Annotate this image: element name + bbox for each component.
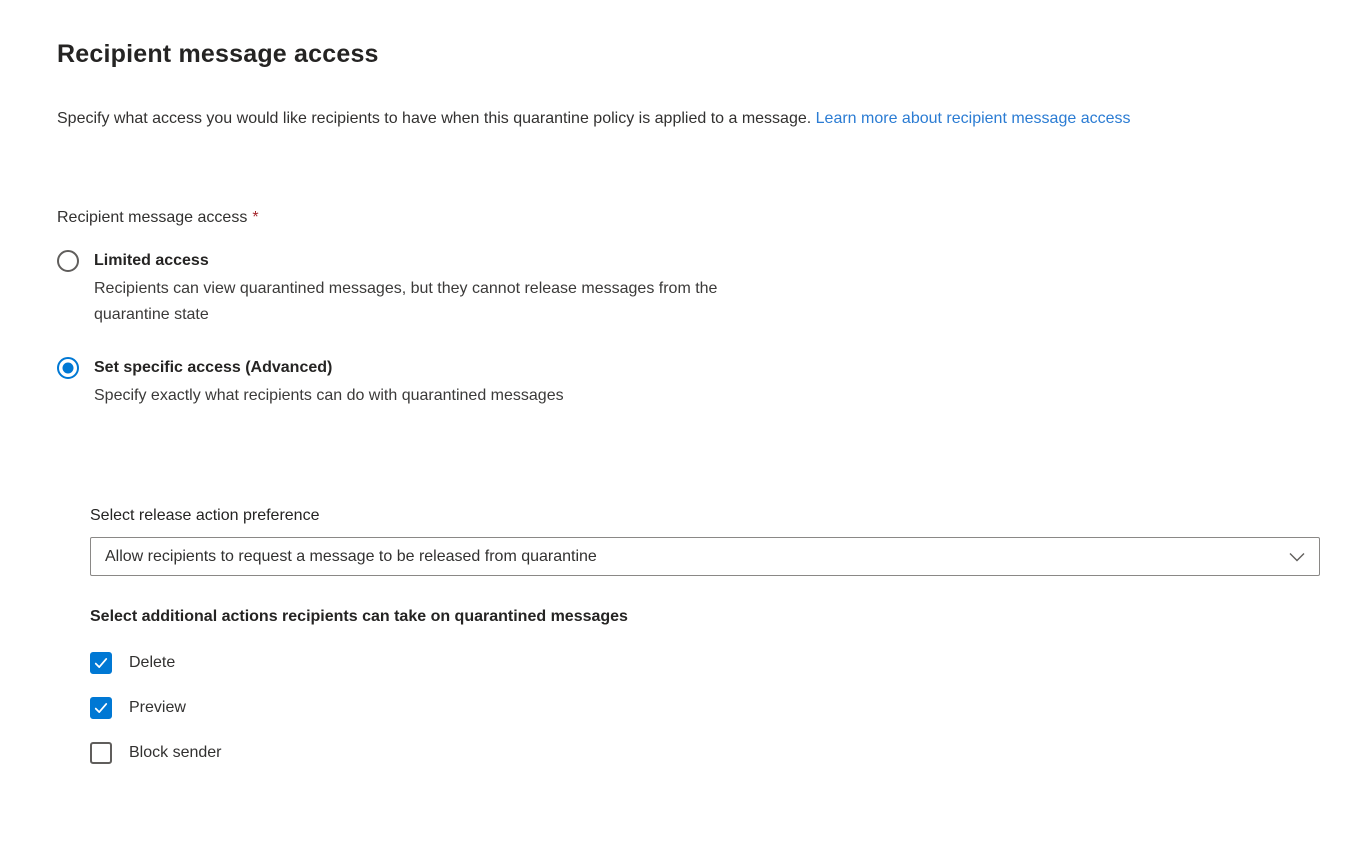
checkbox-label-delete: Delete — [129, 654, 176, 671]
page-description-text: Specify what access you would like recipients to have when this quarantine policy is applied to a message. — [57, 110, 812, 127]
radio-option-set-specific-access[interactable] — [57, 356, 1277, 409]
page-title: Recipient message access — [57, 40, 379, 68]
block-sender-checkbox[interactable] — [90, 742, 112, 764]
radio-description-set-specific-access: Specify exactly what recipients can do with quarantined messages — [94, 387, 564, 404]
radio-label-limited-access: Limited access — [94, 252, 209, 269]
checkbox-row-delete[interactable] — [90, 652, 1320, 674]
checkbox-row-preview[interactable] — [90, 697, 1320, 719]
additional-actions-label: Select additional actions recipients can take on quarantined messages — [90, 608, 628, 625]
advanced-access-section — [90, 507, 1320, 764]
delete-checkbox[interactable] — [90, 652, 112, 674]
checkbox-row-block-sender[interactable] — [90, 742, 1320, 764]
preview-checkbox[interactable] — [90, 697, 112, 719]
radio-option-limited-access[interactable] — [57, 249, 1277, 328]
page-description — [57, 105, 1277, 133]
release-action-label: Select release action preference — [90, 507, 320, 524]
access-field-label — [57, 209, 1277, 227]
release-action-dropdown-value: Allow recipients to request a message to be released from quarantine — [105, 547, 597, 565]
release-action-dropdown[interactable] — [90, 537, 1320, 576]
learn-more-link[interactable]: Learn more about recipient message access — [815, 110, 1131, 127]
checkbox-label-block-sender: Block sender — [129, 744, 222, 761]
radio-button-limited-access[interactable] — [57, 250, 79, 272]
radio-option-texts — [94, 356, 564, 409]
radio-description-limited-access: Recipients can view quarantined messages, but they cannot release messages from the quarantine state — [94, 280, 718, 323]
required-asterisk: * — [252, 209, 259, 226]
access-field-label-text: Recipient message access — [57, 209, 248, 226]
radio-option-texts — [94, 249, 766, 328]
radio-button-set-specific-access[interactable] — [57, 357, 79, 379]
checkbox-label-preview: Preview — [129, 699, 186, 716]
radio-label-set-specific-access: Set specific access (Advanced) — [94, 359, 333, 376]
chevron-down-icon — [1289, 552, 1305, 562]
